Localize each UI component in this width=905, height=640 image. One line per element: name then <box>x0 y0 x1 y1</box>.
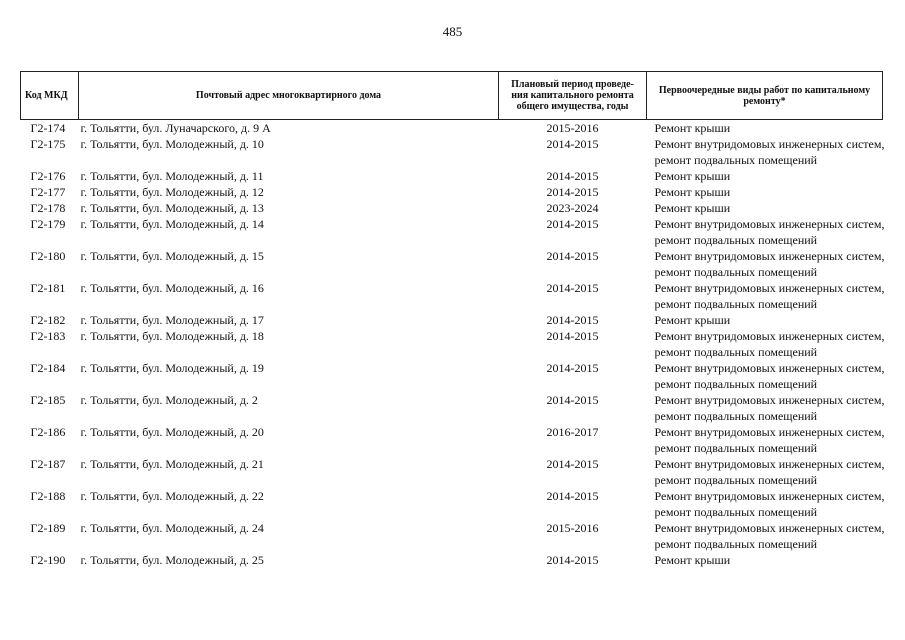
row-works <box>647 488 883 520</box>
work-item: Ремонт внутридомовых инженерных систем, <box>654 217 885 231</box>
row-address: г. Тольятти, бул. Луначарского, д. 9 А <box>80 121 271 135</box>
row-period: 2023-2024 <box>546 201 599 215</box>
row-code: Г2-185 <box>30 393 66 407</box>
row-period: 2014-2015 <box>546 489 599 503</box>
work-item: Ремонт внутридомовых инженерных систем, <box>654 425 885 439</box>
work-item: Ремонт крыши <box>654 121 731 135</box>
row-address: г. Тольятти, бул. Молодежный, д. 12 <box>80 185 264 199</box>
row-period: 2014-2015 <box>546 249 599 263</box>
row-code: Г2-177 <box>30 185 66 199</box>
work-item: ремонт подвальных помещений <box>654 265 818 279</box>
row-period: 2014-2015 <box>546 185 599 199</box>
row-code: Г2-180 <box>30 249 66 263</box>
row-works <box>647 312 883 328</box>
row-address: г. Тольятти, бул. Молодежный, д. 14 <box>80 217 264 231</box>
table-row <box>21 424 883 456</box>
row-code: Г2-186 <box>30 425 66 439</box>
work-item: Ремонт внутридомовых инженерных систем, <box>654 137 885 151</box>
row-address: г. Тольятти, бул. Молодежный, д. 25 <box>80 553 264 567</box>
row-address: г. Тольятти, бул. Молодежный, д. 13 <box>80 201 264 215</box>
work-item: Ремонт крыши <box>654 185 731 199</box>
work-item: ремонт подвальных помещений <box>654 377 818 391</box>
row-code: Г2-178 <box>30 201 66 215</box>
table-row <box>21 120 883 137</box>
row-address: г. Тольятти, бул. Молодежный, д. 16 <box>80 281 264 295</box>
row-works <box>647 200 883 216</box>
work-item: Ремонт крыши <box>654 201 731 215</box>
work-item: ремонт подвальных помещений <box>654 153 818 167</box>
row-code: Г2-174 <box>30 121 66 135</box>
work-item: ремонт подвальных помещений <box>654 441 818 455</box>
row-code: Г2-179 <box>30 217 66 231</box>
work-item: Ремонт внутридомовых инженерных систем, <box>654 457 885 471</box>
row-period: 2014-2015 <box>546 553 599 567</box>
row-period: 2015-2016 <box>546 521 599 535</box>
header-period <box>499 72 647 120</box>
row-period: 2015-2016 <box>546 121 599 135</box>
row-period: 2014-2015 <box>546 217 599 231</box>
table-row <box>21 328 883 360</box>
row-address: г. Тольятти, бул. Молодежный, д. 17 <box>80 313 264 327</box>
work-item: Ремонт крыши <box>654 553 731 567</box>
table-row <box>21 392 883 424</box>
row-works <box>647 520 883 552</box>
work-item: ремонт подвальных помещений <box>654 473 818 487</box>
row-code: Г2-175 <box>30 137 66 151</box>
work-item: ремонт подвальных помещений <box>654 297 818 311</box>
table-row <box>21 216 883 248</box>
work-item: Ремонт внутридомовых инженерных систем, <box>654 281 885 295</box>
row-period: 2014-2015 <box>546 361 599 375</box>
row-works <box>647 552 883 568</box>
header-works-line: Первоочередные виды работ по капитальному <box>658 84 871 96</box>
work-item: Ремонт внутридомовых инженерных систем, <box>654 361 885 375</box>
row-works <box>647 120 883 137</box>
row-address: г. Тольятти, бул. Молодежный, д. 15 <box>80 249 264 263</box>
row-works <box>647 392 883 424</box>
row-period: 2014-2015 <box>546 137 599 151</box>
work-item: Ремонт внутридомовых инженерных систем, <box>654 329 885 343</box>
row-works <box>647 216 883 248</box>
row-period: 2014-2015 <box>546 169 599 183</box>
table-row <box>21 360 883 392</box>
work-item: Ремонт внутридомовых инженерных систем, <box>654 393 885 407</box>
row-works <box>647 248 883 280</box>
row-address: г. Тольятти, бул. Молодежный, д. 22 <box>80 489 264 503</box>
row-address: г. Тольятти, бул. Молодежный, д. 20 <box>80 425 264 439</box>
table-row <box>21 200 883 216</box>
row-address: г. Тольятти, бул. Молодежный, д. 18 <box>80 329 264 343</box>
row-address: г. Тольятти, бул. Молодежный, д. 21 <box>80 457 264 471</box>
table-row <box>21 312 883 328</box>
header-works-line: ремонту* <box>743 95 786 107</box>
table-row <box>21 552 883 568</box>
row-address: г. Тольятти, бул. Молодежный, д. 10 <box>80 137 264 151</box>
table-row <box>21 168 883 184</box>
table-row <box>21 280 883 312</box>
row-works <box>647 136 883 168</box>
row-period: 2014-2015 <box>546 393 599 407</box>
table-row <box>21 184 883 200</box>
work-item: Ремонт внутридомовых инженерных систем, <box>654 521 885 535</box>
housing-registry-table <box>20 71 883 568</box>
row-works <box>647 184 883 200</box>
table-header-row <box>21 72 883 120</box>
header-works <box>647 72 883 120</box>
row-code: Г2-188 <box>30 489 66 503</box>
work-item: ремонт подвальных помещений <box>654 409 818 423</box>
table-row <box>21 248 883 280</box>
row-works <box>647 456 883 488</box>
row-code: Г2-176 <box>30 169 66 183</box>
work-item: ремонт подвальных помещений <box>654 505 818 519</box>
work-item: Ремонт крыши <box>654 313 731 327</box>
table-body <box>21 120 883 569</box>
row-works <box>647 360 883 392</box>
row-works <box>647 280 883 312</box>
row-code: Г2-182 <box>30 313 66 327</box>
work-item: Ремонт внутридомовых инженерных систем, <box>654 249 885 263</box>
page-number: 485 <box>442 24 463 39</box>
work-item: Ремонт внутридомовых инженерных систем, <box>654 489 885 503</box>
header-period-line: Плановый период проведе- <box>511 79 634 90</box>
table-row <box>21 488 883 520</box>
header-period-line: общего имущества, годы <box>516 101 629 112</box>
row-code: Г2-181 <box>30 281 66 295</box>
work-item: ремонт подвальных помещений <box>654 345 818 359</box>
row-period: 2016-2017 <box>546 425 599 439</box>
row-address: г. Тольятти, бул. Молодежный, д. 11 <box>80 169 264 183</box>
header-period-line: ния капитального ремонта <box>511 90 634 101</box>
table-row <box>21 456 883 488</box>
row-code: Г2-184 <box>30 361 66 375</box>
header-address: Почтовый адрес многоквартирного дома <box>79 72 499 120</box>
row-code: Г2-187 <box>30 457 66 471</box>
table-row <box>21 136 883 168</box>
row-code: Г2-189 <box>30 521 66 535</box>
row-works <box>647 168 883 184</box>
row-address: г. Тольятти, бул. Молодежный, д. 2 <box>80 393 258 407</box>
work-item: ремонт подвальных помещений <box>654 537 818 551</box>
row-address: г. Тольятти, бул. Молодежный, д. 24 <box>80 521 264 535</box>
row-period: 2014-2015 <box>546 457 599 471</box>
row-address: г. Тольятти, бул. Молодежный, д. 19 <box>80 361 264 375</box>
header-code: Код МКД <box>21 72 79 120</box>
row-period: 2014-2015 <box>546 281 599 295</box>
table-row <box>21 520 883 552</box>
work-item: ремонт подвальных помещений <box>654 233 818 247</box>
row-code: Г2-183 <box>30 329 66 343</box>
row-code: Г2-190 <box>30 553 66 567</box>
row-period: 2014-2015 <box>546 313 599 327</box>
row-works <box>647 328 883 360</box>
work-item: Ремонт крыши <box>654 169 731 183</box>
row-works <box>647 424 883 456</box>
row-period: 2014-2015 <box>546 329 599 343</box>
